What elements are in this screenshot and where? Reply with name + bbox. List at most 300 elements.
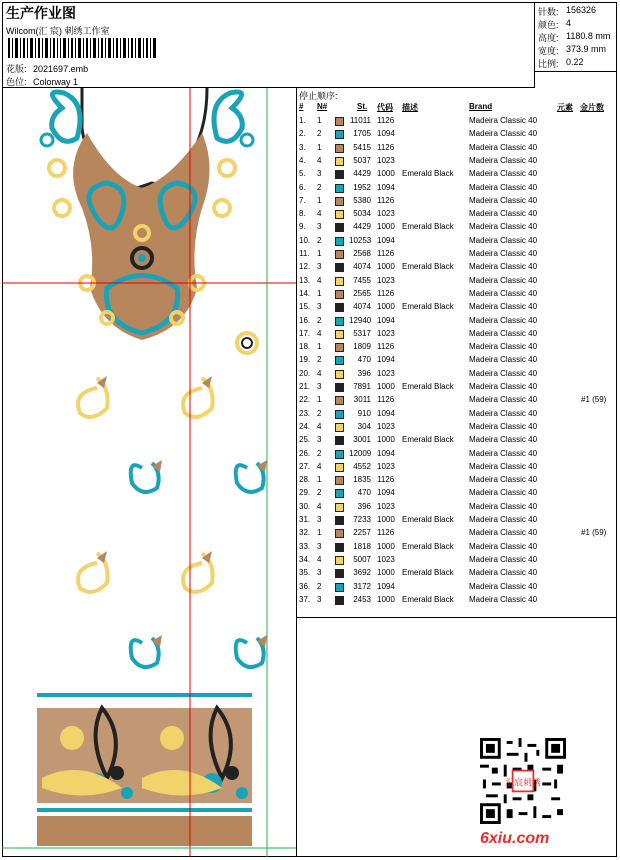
row-stitches: 4074 [353,302,371,312]
row-code: 1094 [377,182,395,192]
row-brand: Madeira Classic 40 [469,554,538,564]
table-row [297,448,617,461]
color-swatch [335,277,344,286]
row-needle: 2 [317,581,322,591]
row-brand: Madeira Classic 40 [469,421,538,431]
row-code: 1023 [377,328,395,338]
row-brand: Madeira Classic 40 [469,342,538,352]
color-swatch [335,144,344,153]
color-swatch [335,410,344,419]
yoke-body [73,133,209,340]
col-header-num: # [299,102,304,111]
embroidery-design [2,88,297,857]
row-stitches: 5037 [353,155,371,165]
row-code: 1023 [377,554,395,564]
col-header-element: 元素 [557,103,573,112]
row-description: Emerald Black [402,169,454,179]
row-code: 1000 [377,515,395,524]
row-index: 6. [299,182,306,192]
row-index: 21. [299,382,311,391]
row-index: 5. [299,169,306,179]
row-code: 1000 [377,435,395,445]
color-swatch [335,370,344,379]
color-swatch [335,423,344,432]
row-index: 17. [299,328,311,338]
row-needle: 3 [317,169,322,179]
table-row [297,155,617,168]
color-swatch [335,543,344,552]
row-code: 1094 [377,355,395,365]
stop-sequence-label: 停止顺序: [299,91,338,101]
row-description: Emerald Black [402,302,454,312]
row-brand: Madeira Classic 40 [469,594,538,604]
row-brand: Madeira Classic 40 [469,262,538,272]
row-brand: Madeira Classic 40 [469,475,538,485]
row-needle: 2 [317,408,322,418]
row-brand: Madeira Classic 40 [469,116,538,125]
row-description: Emerald Black [402,594,454,604]
row-stitches: 12009 [349,448,372,458]
row-needle: 3 [317,302,322,312]
row-needle: 4 [317,209,322,219]
table-row [297,288,617,301]
row-stitches: 470 [357,355,371,365]
row-brand: Madeira Classic 40 [469,581,538,591]
color-swatch [335,317,344,326]
row-code: 1126 [377,195,395,205]
stat-height: 高度: 1180.8 mm [538,31,611,43]
row-code: 1000 [377,262,395,272]
row-brand: Madeira Classic 40 [469,461,538,471]
row-needle: 3 [317,222,322,232]
row-element: #1 (59) [581,528,607,538]
row-stitches: 10253 [349,235,372,245]
color-swatch [335,529,344,538]
row-code: 1023 [377,501,395,511]
colorway-label: 色位: [6,77,27,87]
design-file-label: 花版: [6,64,27,74]
seal-text: 汇宸刺绣 [505,778,541,789]
design-file-line [6,62,88,75]
col-header-code: 代码 [377,103,393,112]
row-needle: 4 [317,155,322,165]
row-code: 1023 [377,155,395,165]
row-needle: 3 [317,568,322,578]
row-brand: Madeira Classic 40 [469,528,538,538]
row-code: 1000 [377,382,395,391]
color-swatch [335,489,344,498]
col-header-brand: Brand [469,102,493,111]
row-needle: 4 [317,501,322,511]
row-index: 28. [299,475,311,485]
border-lower-band [37,816,252,846]
colorway-line [6,75,78,88]
row-description: Emerald Black [402,435,454,445]
row-needle: 3 [317,594,322,604]
row-needle: 3 [317,262,322,272]
table-row [297,195,617,208]
table-row [297,368,617,381]
color-swatch [335,450,344,459]
row-description: Emerald Black [402,568,454,578]
table-row [297,328,617,341]
row-brand: Madeira Classic 40 [469,169,538,179]
row-stitches: 2453 [353,594,371,604]
row-needle: 4 [317,461,322,471]
stat-width: 宽度: 373.9 mm [538,44,607,56]
row-index: 36. [299,581,311,591]
row-needle: 2 [317,129,322,139]
row-needle: 3 [317,382,322,391]
table-row [297,301,617,314]
row-needle: 1 [317,288,322,298]
border-top-line [37,693,252,697]
row-index: 34. [299,554,311,564]
row-index: 31. [299,515,311,524]
color-sequence-table [297,88,617,618]
header-info [2,2,535,88]
row-needle: 2 [317,488,322,498]
row-brand: Madeira Classic 40 [469,275,538,285]
row-brand: Madeira Classic 40 [469,209,538,219]
color-swatch [335,569,344,578]
row-stitches: 11011 [349,116,371,125]
row-stitches: 4429 [353,169,371,179]
row-index: 37. [299,594,311,604]
row-needle: 1 [317,142,322,152]
row-needle: 1 [317,116,322,125]
row-stitches: 1835 [353,475,371,485]
row-stitches: 4552 [353,461,371,471]
table-row [297,208,617,221]
row-needle: 4 [317,275,322,285]
table-row [297,221,617,234]
row-needle: 1 [317,195,322,205]
row-index: 18. [299,342,311,352]
row-description: Emerald Black [402,382,454,391]
row-index: 24. [299,421,311,431]
row-index: 27. [299,461,311,471]
row-index: 9. [299,222,306,232]
color-swatch [335,303,344,312]
row-needle: 1 [317,475,322,485]
row-code: 1000 [377,541,395,551]
row-index: 4. [299,155,306,165]
row-code: 1094 [377,581,395,591]
color-swatch [335,343,344,352]
row-brand: Madeira Classic 40 [469,222,538,232]
row-needle: 2 [317,448,322,458]
row-index: 22. [299,395,311,405]
row-code: 1126 [377,142,395,152]
row-index: 20. [299,368,311,378]
row-stitches: 470 [357,488,371,498]
col-header-st: St. [357,102,368,111]
color-swatch [335,170,344,179]
row-code: 1094 [377,129,395,139]
row-code: 1000 [377,222,395,232]
row-description: Emerald Black [402,541,454,551]
row-brand: Madeira Classic 40 [469,328,538,338]
row-code: 1094 [377,408,395,418]
row-index: 19. [299,355,311,365]
color-swatch [335,476,344,485]
row-code: 1023 [377,275,395,285]
row-code: 1126 [377,475,395,485]
row-brand: Madeira Classic 40 [469,235,538,245]
row-brand: Madeira Classic 40 [469,302,538,312]
row-needle: 4 [317,554,322,564]
row-stitches: 396 [357,368,371,378]
color-swatch [335,503,344,512]
row-brand: Madeira Classic 40 [469,408,538,418]
row-needle: 3 [317,541,322,551]
row-stitches: 304 [357,421,371,431]
table-row [297,487,617,500]
row-brand: Madeira Classic 40 [469,315,538,325]
row-brand: Madeira Classic 40 [469,288,538,298]
row-index: 23. [299,408,311,418]
table-row [297,142,617,155]
row-brand: Madeira Classic 40 [469,488,538,498]
row-index: 10. [299,235,311,245]
color-swatch [335,157,344,166]
row-stitches: 5034 [353,209,371,219]
row-index: 14. [299,288,311,298]
table-row [297,434,617,447]
table-row [297,115,617,128]
row-code: 1126 [377,288,395,298]
row-brand: Madeira Classic 40 [469,182,538,192]
row-index: 12. [299,262,311,272]
row-code: 1023 [377,421,395,431]
row-stitches: 1809 [353,342,371,352]
color-swatch [335,463,344,472]
color-swatch [335,263,344,272]
neck-paisley-left [52,92,80,141]
col-header-n: N# [317,102,328,111]
table-row [297,248,617,261]
row-index: 1. [299,116,306,125]
row-index: 2. [299,129,306,139]
row-description: Emerald Black [402,222,454,232]
table-row [297,182,617,195]
row-brand: Madeira Classic 40 [469,395,538,405]
row-stitches: 7891 [353,382,371,391]
table-row [297,581,617,594]
color-swatch [335,117,344,126]
row-code: 1000 [377,568,395,578]
table-row [297,501,617,514]
row-stitches: 2565 [353,288,371,298]
color-swatch [335,596,344,605]
row-index: 16. [299,315,311,325]
table-row [297,394,617,407]
table-row [297,261,617,274]
color-swatch [335,130,344,139]
table-row [297,235,617,248]
row-element: #1 (59) [581,395,607,405]
row-code: 1023 [377,209,395,219]
row-index: 3. [299,142,306,152]
scattered-paisleys [78,378,264,667]
color-swatch [335,556,344,565]
color-swatch [335,330,344,339]
row-code: 1126 [377,395,395,405]
row-code: 1126 [377,249,395,258]
color-swatch [335,436,344,445]
row-brand: Madeira Classic 40 [469,382,538,391]
color-swatch [335,516,344,525]
row-needle: 2 [317,182,322,192]
row-brand: Madeira Classic 40 [469,515,538,524]
row-code: 1126 [377,528,395,538]
table-row [297,421,617,434]
table-row [297,315,617,328]
colorway-value: Colorway 1 [33,77,79,87]
row-needle: 4 [317,421,322,431]
row-description: Emerald Black [402,515,454,524]
color-swatch [335,197,344,206]
barcode-icon [8,38,156,58]
color-swatch [335,210,344,219]
row-index: 11. [299,249,310,258]
table-row [297,168,617,181]
row-index: 26. [299,448,311,458]
row-stitches: 12940 [349,315,372,325]
row-stitches: 3692 [353,568,371,578]
stat-colors: 颜色: 4 [538,18,572,30]
table-row [297,381,617,394]
table-row [297,474,617,487]
row-stitches: 1952 [353,182,371,192]
row-brand: Madeira Classic 40 [469,501,538,511]
row-needle: 1 [317,528,322,538]
row-brand: Madeira Classic 40 [469,541,538,551]
row-needle: 4 [317,328,322,338]
row-stitches: 3011 [353,395,371,405]
row-brand: Madeira Classic 40 [469,195,538,205]
color-swatch [335,223,344,232]
row-stitches: 7233 [353,515,371,524]
row-brand: Madeira Classic 40 [469,249,538,258]
row-code: 1126 [377,116,395,125]
design-preview [2,88,297,857]
row-stitches: 5007 [353,554,371,564]
row-code: 1094 [377,448,395,458]
row-needle: 1 [317,249,322,258]
row-code: 1094 [377,235,395,245]
stat-stitches: 针数: 156326 [538,5,597,17]
row-stitches: 1705 [353,129,371,139]
row-brand: Madeira Classic 40 [469,568,538,578]
row-stitches: 3172 [353,581,371,591]
row-index: 7. [299,195,306,205]
row-code: 1000 [377,302,395,312]
border-bottom-line [37,808,252,812]
table-row [297,514,617,527]
col-header-sequin: 金片数 [580,103,604,112]
row-brand: Madeira Classic 40 [469,155,538,165]
row-stitches: 2568 [353,249,371,258]
row-needle: 2 [317,235,322,245]
row-stitches: 4429 [353,222,371,232]
row-needle: 3 [317,435,322,445]
table-row [297,541,617,554]
neck-paisley-right [214,92,242,141]
row-code: 1000 [377,594,395,604]
color-swatch [335,290,344,299]
row-brand: Madeira Classic 40 [469,129,538,139]
row-stitches: 3001 [353,435,371,445]
color-swatch [335,583,344,592]
table-row [297,408,617,421]
row-index: 15. [299,302,311,312]
row-stitches: 5380 [353,195,371,205]
table-row [297,594,617,607]
table-row [297,341,617,354]
row-stitches: 1818 [353,541,371,551]
color-swatch [335,250,344,259]
color-swatch [335,383,344,392]
row-stitches: 910 [357,408,371,418]
row-stitches: 7455 [353,275,371,285]
color-swatch [335,184,344,193]
row-needle: 4 [317,368,322,378]
row-description: Emerald Black [402,262,454,272]
row-needle: 2 [317,315,322,325]
row-stitches: 4074 [353,262,371,272]
row-code: 1000 [377,169,395,179]
table-row [297,527,617,540]
col-header-desc: 描述 [402,103,418,112]
color-swatch [335,237,344,246]
table-row [297,354,617,367]
row-stitches: 396 [357,501,371,511]
row-stitches: 5317 [353,328,371,338]
table-row [297,461,617,474]
row-index: 13. [299,275,311,285]
color-swatch [335,356,344,365]
company-name: Wilcom(汇 宸) 刺绣工作室 [6,26,110,36]
qr-code-icon [480,738,566,824]
row-needle: 2 [317,355,322,365]
row-code: 1094 [377,315,395,325]
row-stitches: 5415 [353,142,371,152]
table-row [297,567,617,580]
table-row [297,128,617,141]
row-brand: Madeira Classic 40 [469,355,538,365]
row-stitches: 2257 [353,528,371,538]
row-code: 1023 [377,368,395,378]
watermark-logo: 6xiu.com [480,830,550,847]
row-index: 32. [299,528,311,538]
color-swatch [335,396,344,405]
row-code: 1126 [377,342,395,352]
row-brand: Madeira Classic 40 [469,142,538,152]
row-index: 25. [299,435,311,445]
row-brand: Madeira Classic 40 [469,368,538,378]
table-row [297,275,617,288]
stats-panel [535,2,617,72]
row-index: 33. [299,541,311,551]
row-index: 30. [299,501,311,511]
row-needle: 1 [317,342,322,352]
row-index: 35. [299,568,311,578]
stat-scale: 比例: 0.22 [538,57,584,69]
row-index: 8. [299,209,306,219]
row-brand: Madeira Classic 40 [469,448,538,458]
